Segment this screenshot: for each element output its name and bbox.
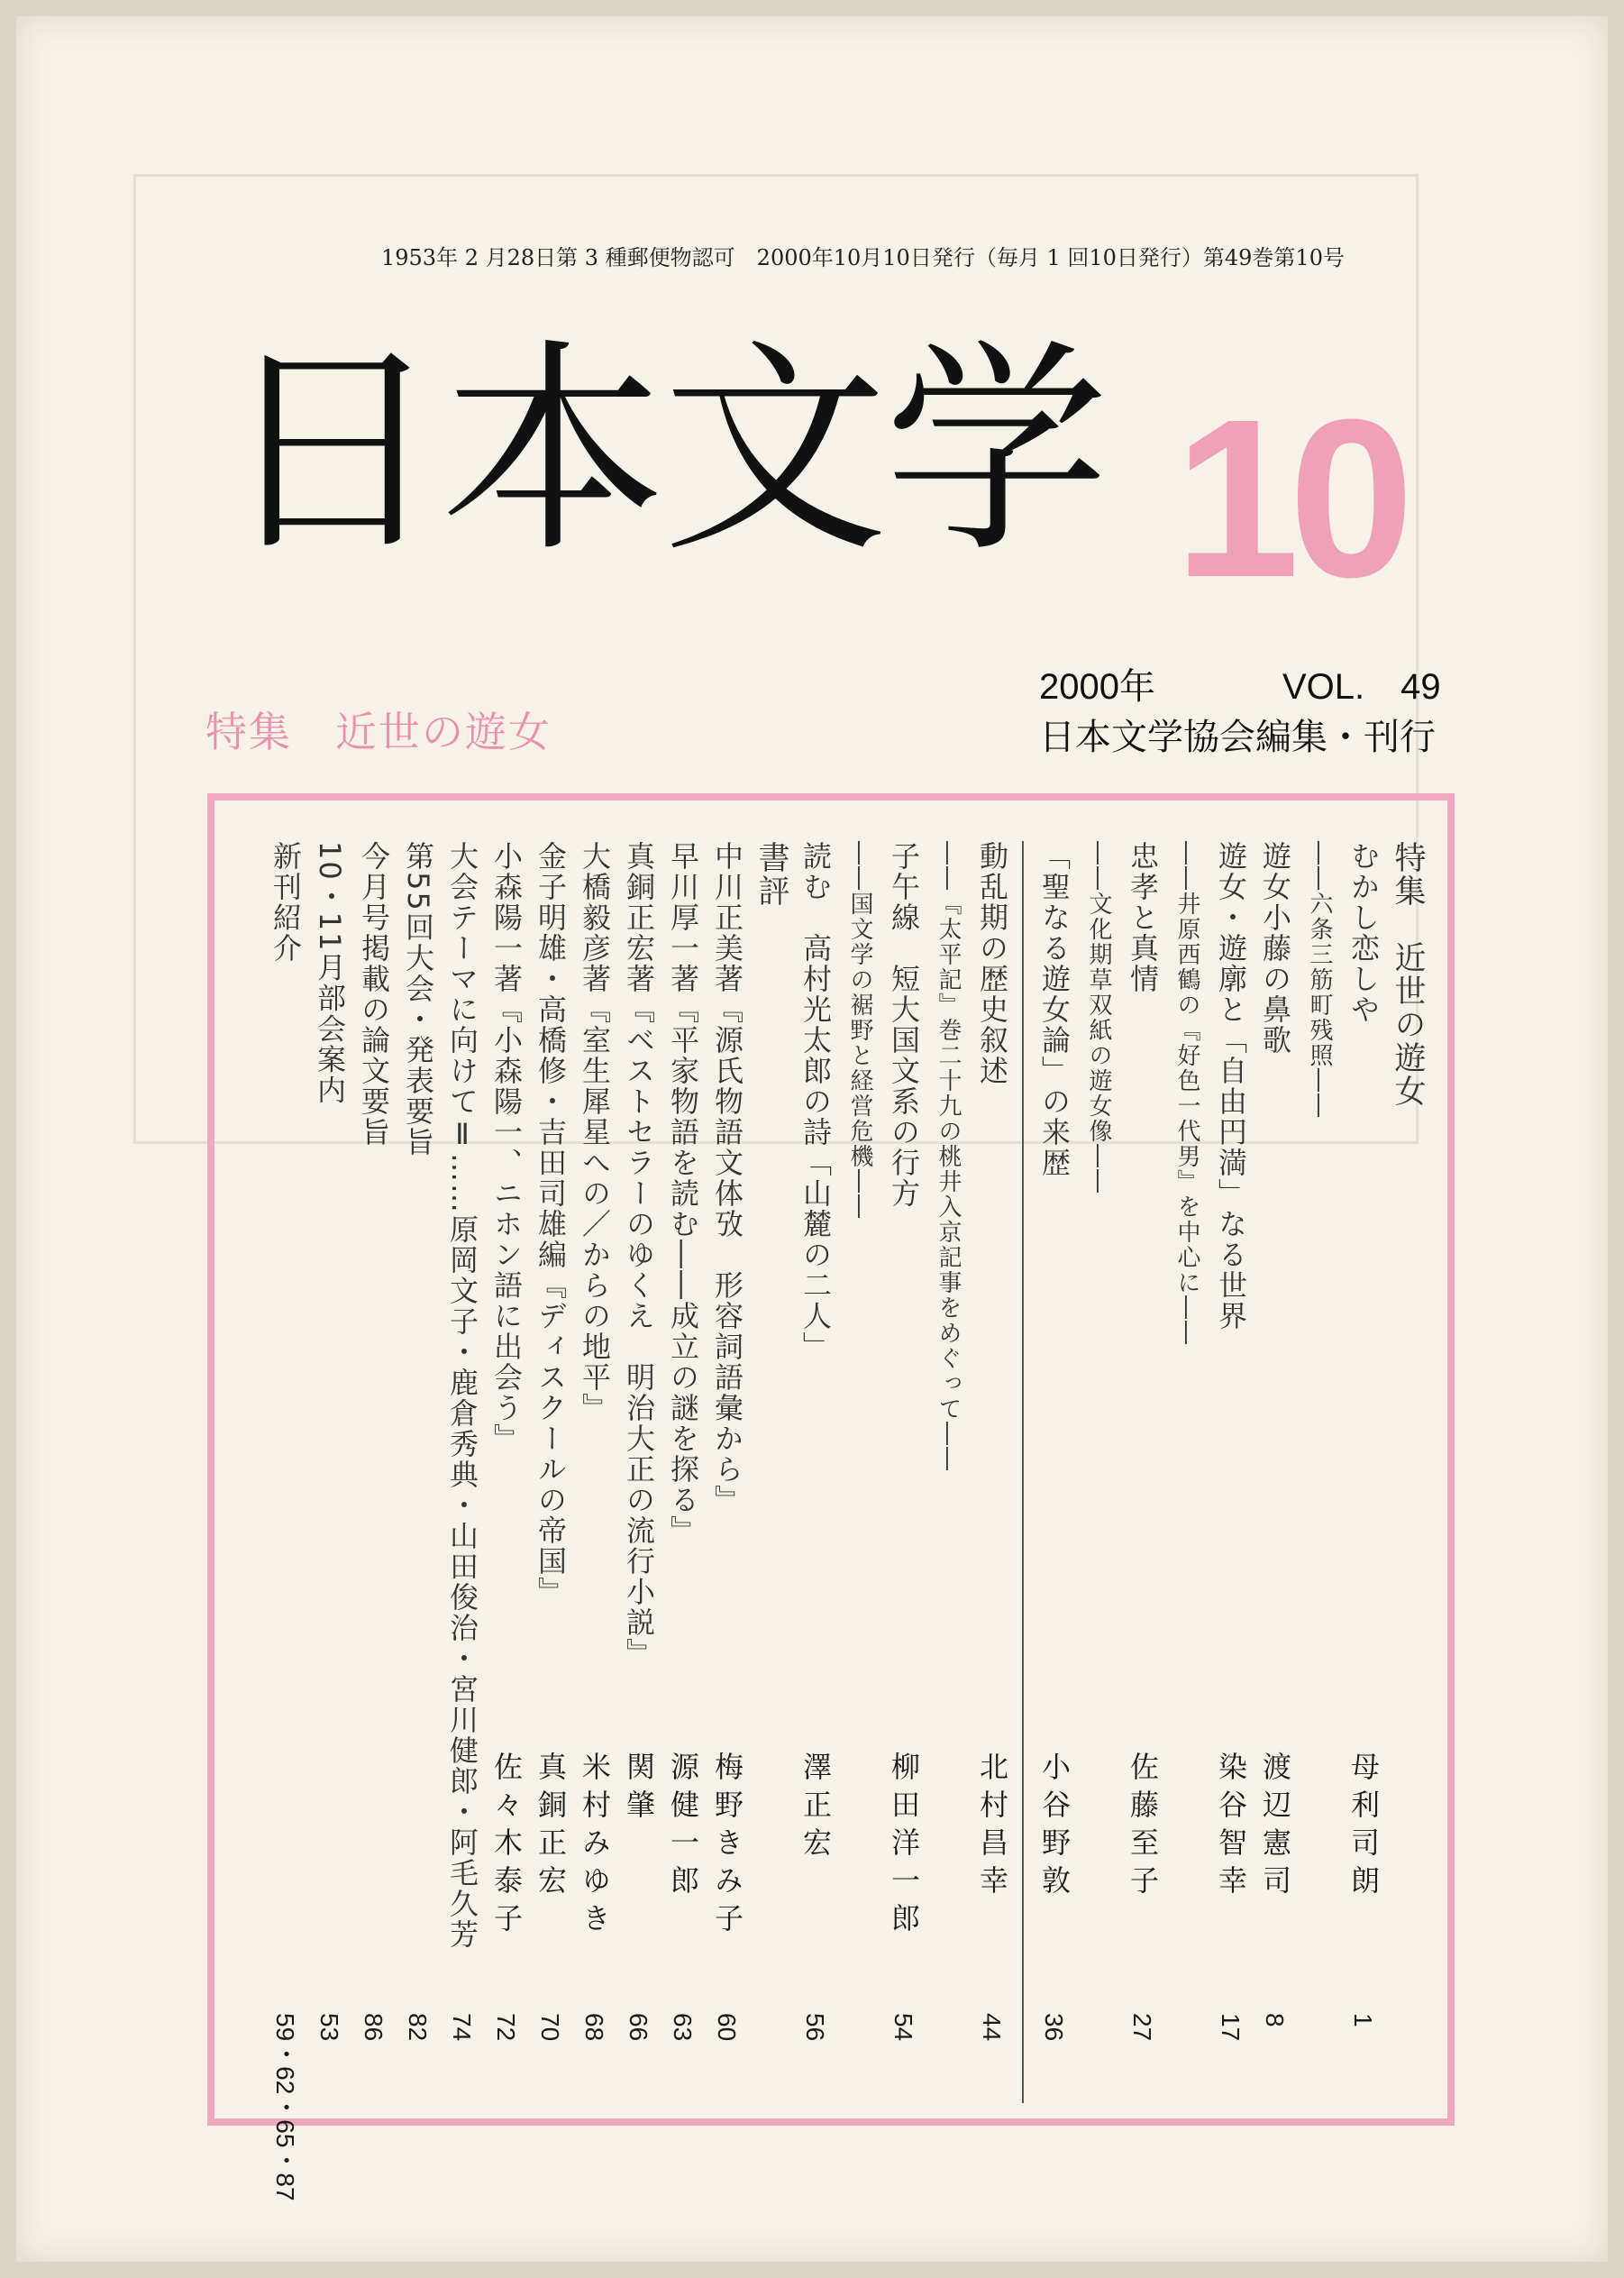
toc-entry-author: 柳田洋一郎: [887, 1752, 921, 1941]
toc-entry: [705, 841, 749, 2103]
toc-entry-page: 74: [448, 2013, 476, 2042]
toc-entry-page: 44: [978, 2013, 1006, 2042]
toc-entry: [1209, 841, 1253, 2103]
volume-label: VOL. 49: [1282, 667, 1441, 707]
postal-registration-line: 1953年 2 月28日第 3 種郵便物認可 2000年10月10日発行（毎月 1 回10日発行）第49巻第10号: [381, 245, 1345, 270]
toc-entry-title: 早川厚一著『平家物語を読む――成立の謎を探る』: [666, 841, 700, 1546]
feature-title: 特集 近世の遊女: [205, 708, 552, 756]
toc-entry-author: 小谷野敦: [1037, 1752, 1072, 1903]
toc-entry-page: 54: [890, 2013, 917, 2042]
toc-entry-title: 「聖なる遊女論」の来歴: [1037, 841, 1072, 1178]
toc-entry-title: ――井原西鶴の『好色一代男』を中心に――: [1173, 841, 1200, 1346]
toc-entry-page: 53: [315, 2013, 343, 2042]
toc-entry-title: 動乱期の歴史叙述: [975, 841, 1009, 1086]
toc-entry: [307, 841, 351, 2103]
toc-columns: [233, 841, 1429, 2201]
toc-entry-author: 梅野きみ子: [710, 1752, 744, 1941]
toc-entry-title: 金子明雄・高橋修・吉田司雄編『ディスクールの帝国』: [534, 841, 568, 1607]
toc-heading: [749, 841, 793, 2103]
toc-entry-author: 澤正宏: [798, 1752, 833, 1865]
toc-entry-title: 小森陽一著『小森陽一、ニホン語に出会う』: [489, 841, 524, 1454]
toc-entry: [1253, 841, 1297, 2103]
toc-entry-title: ――六条三筋町残照――: [1306, 841, 1333, 1119]
toc-entry-page: 8: [1261, 2013, 1289, 2027]
toc-subtitle: [837, 841, 881, 2103]
toc-entry-title: 今月号掲載の論文要旨: [357, 841, 391, 1148]
toc-entry-page: 1: [1349, 2013, 1377, 2027]
toc-entry-author: 関肇: [622, 1752, 656, 1827]
toc-entry-page: 56: [801, 2013, 829, 2042]
toc-entry-title: 10・11月部会案内: [313, 841, 347, 1106]
toc-entry: [1032, 841, 1076, 2103]
magazine-cover: [16, 16, 1608, 2262]
toc-entry-author: 佐藤至子: [1126, 1752, 1160, 1903]
toc-subtitle: [1076, 841, 1120, 2103]
toc-entry-title: 書評: [753, 841, 789, 908]
toc-entry-title: 大橋毅彦著『室生犀星への／からの地平』: [578, 841, 612, 1423]
toc-entry-title: 読む 高村光太郎の詩「山麓の二人」: [798, 841, 833, 1362]
toc-subtitle: [1164, 841, 1209, 2103]
toc-entry-title: 真銅正宏著『ベストセラーのゆくえ 明治大正の流行小説』: [622, 841, 656, 1669]
toc-entry: [1120, 841, 1164, 2103]
toc-entry-page: 60: [713, 2013, 741, 2042]
toc-entry-author: 北村昌幸: [975, 1752, 1009, 1903]
toc-divider: [1014, 841, 1032, 2103]
toc-entry: [396, 841, 440, 2103]
magazine-title: 日本文学: [219, 320, 1106, 582]
toc-entry-title: 新刊紹介: [269, 841, 303, 964]
toc-entry-author: 渡辺憲司: [1258, 1752, 1292, 1903]
toc-entry: [970, 841, 1014, 2103]
toc-entry-page: 72: [492, 2013, 520, 2042]
toc-entry-author: 母利司朗: [1346, 1752, 1381, 1903]
toc-entry-page: 27: [1128, 2013, 1156, 2042]
toc-entry-title: 遊女小藤の鼻歌: [1258, 841, 1292, 1056]
toc-entry: [528, 841, 572, 2103]
toc-entry-title: 遊女・遊廓と「自由円満」なる世界: [1214, 841, 1248, 1331]
toc-entry: [1341, 841, 1385, 2103]
toc-entry: [793, 841, 837, 2103]
toc-entry-page: 82: [404, 2013, 432, 2042]
toc-entry-page: 70: [536, 2013, 564, 2042]
toc-entry: [661, 841, 705, 2103]
toc-subtitle: [1297, 841, 1341, 2103]
toc-entry: [616, 841, 661, 2103]
toc-entry-page: 59・62・65・87: [271, 2013, 299, 2201]
toc-entry: [484, 841, 528, 2103]
toc-entry: [440, 841, 484, 2103]
table-of-contents: [207, 793, 1455, 2201]
toc-entry-page: 66: [625, 2013, 652, 2042]
toc-entry-title: 第55回大会・発表要旨: [401, 841, 435, 1157]
toc-entry-title: ――文化期草双紙の遊女像――: [1085, 841, 1112, 1194]
toc-entry-author: 米村みゆき: [578, 1752, 612, 1941]
toc-entry-title: 忠孝と真情: [1126, 841, 1160, 994]
toc-entry-title: ――『太平記』巻二十九の桃井入京記事をめぐって――: [935, 841, 962, 1472]
toc-entry-page: 36: [1040, 2013, 1068, 2042]
issue-number: 10: [1174, 372, 1404, 624]
toc-subtitle: [926, 841, 970, 2103]
toc-entry-title: 大会テーマに向けてⅡ……原岡文子・鹿倉秀典・山田俊治・宮川健郎・阿毛久芳: [445, 841, 479, 1950]
toc-entry-title: ――国文学の裾野と経営危機――: [846, 841, 873, 1220]
toc-entry-page: 63: [669, 2013, 697, 2042]
toc-entry: [351, 841, 396, 2103]
toc-entry-author: 源健一郎: [666, 1752, 700, 1903]
toc-entry: [881, 841, 926, 2103]
toc-entry-title: 子午線 短大国文系の行方: [887, 841, 921, 1209]
toc-entry-title: 中川正美著『源氏物語文体攷 形容詞語彙から』: [710, 841, 744, 1515]
toc-heading: [1385, 841, 1429, 2103]
toc-entry-page: 68: [580, 2013, 608, 2042]
toc-entry-author: 染谷智幸: [1214, 1752, 1248, 1903]
toc-entry: [263, 841, 307, 2201]
toc-entry-page: 17: [1217, 2013, 1245, 2042]
toc-entry-title: むかし恋しや: [1346, 841, 1381, 1025]
toc-entry-author: 佐々木泰子: [489, 1752, 524, 1941]
toc-entry: [572, 841, 616, 2103]
publisher-line: 日本文学協会編集・刊行: [1039, 717, 1436, 758]
toc-entry-title: 特集 近世の遊女: [1390, 841, 1426, 1108]
toc-entry-author: 真銅正宏: [534, 1752, 568, 1903]
issue-year: 2000年: [1039, 667, 1155, 707]
toc-entry-page: 86: [360, 2013, 388, 2042]
